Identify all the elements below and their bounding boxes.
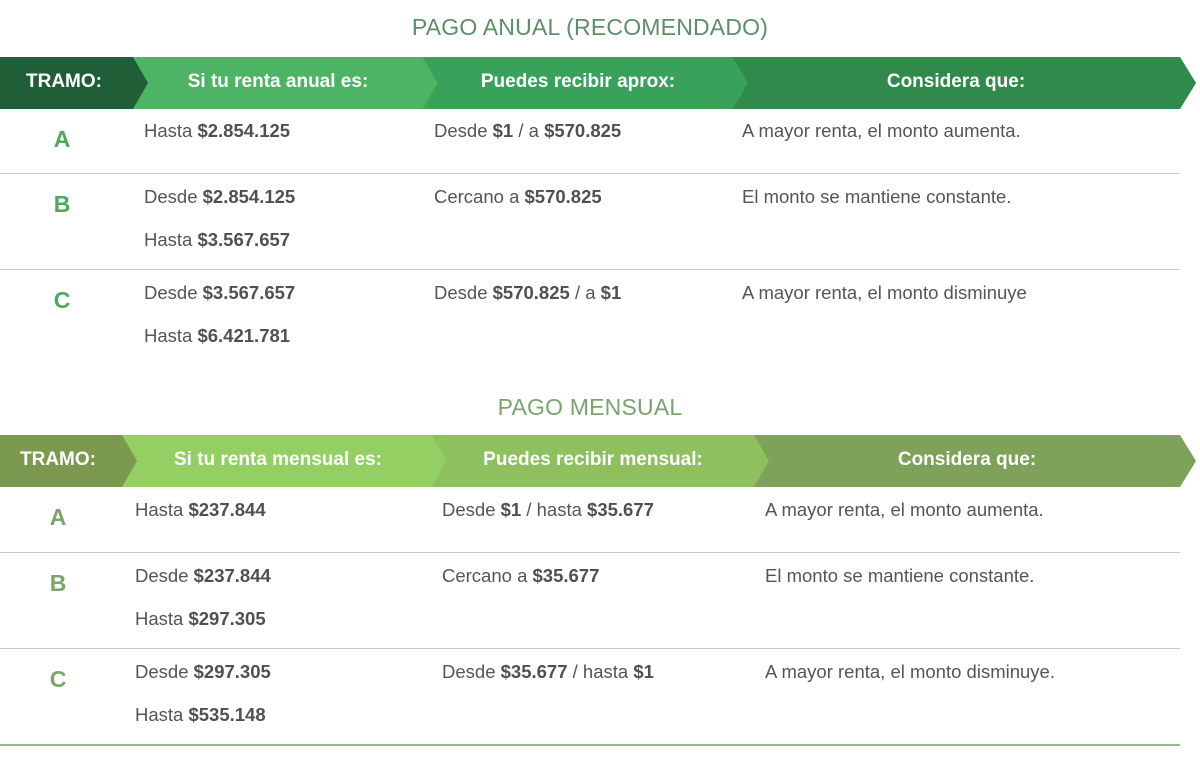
monthly-header-recibir: Puedes recibir mensual: [483,449,703,470]
annual-divider-2 [0,269,1180,270]
annual-recibir-cell: Desde $570.825 / a $1 [434,282,622,303]
monthly-renta-cell: Desde $297.305 Hasta $535.148 [135,661,271,725]
monthly-divider-2 [0,648,1180,649]
annual-header-recibir: Puedes recibir aprox: [480,71,676,92]
annual-renta-cell: Desde $2.854.125 Hasta $3.567.657 [144,186,296,250]
annual-tramo-letter: B [53,191,71,217]
annual-renta-cell: Hasta $2.854.125 [144,120,291,141]
monthly-renta-cell: Desde $237.844 Hasta $297.305 [135,565,271,629]
annual-header-considera: Considera que: [886,71,1026,92]
annual-recibir-cell: Cercano a $570.825 [434,186,602,207]
monthly-header-renta: Si tu renta mensual es: [173,449,382,470]
monthly-title: PAGO MENSUAL [497,394,683,420]
annual-title: PAGO ANUAL (RECOMENDADO) [411,14,769,40]
monthly-tramo-letter: C [49,666,67,692]
monthly-header-bar [0,435,1200,487]
annual-header-renta: Si tu renta anual es: [187,71,369,92]
annual-divider-1 [0,173,1180,174]
monthly-divider-1 [0,552,1180,553]
annual-considera-cell: El monto se mantiene constante. [742,186,1012,207]
monthly-recibir-cell: Cercano a $35.677 [442,565,600,586]
annual-considera-cell: A mayor renta, el monto aumenta. [742,120,1021,141]
monthly-header-considera: Considera que: [897,449,1037,470]
monthly-header-tramo: TRAMO: [20,449,96,470]
monthly-considera-cell: A mayor renta, el monto aumenta. [765,499,1044,520]
annual-tramo-letter: A [53,126,71,152]
annual-header-bar [0,57,1200,109]
monthly-recibir-cell: Desde $1 / hasta $35.677 [442,499,654,520]
annual-recibir-cell: Desde $1 / a $570.825 [434,120,622,141]
monthly-tramo-letter: A [49,504,67,530]
monthly-tramo-letter: B [49,570,67,596]
annual-renta-cell: Desde $3.567.657 Hasta $6.421.781 [144,282,296,346]
annual-considera-cell: A mayor renta, el monto disminuye [742,282,1027,303]
monthly-bottom-rule [0,744,1180,746]
monthly-considera-cell: A mayor renta, el monto disminuye. [765,661,1055,682]
monthly-renta-cell: Hasta $237.844 [135,499,266,520]
annual-header-tramo: TRAMO: [26,71,102,92]
annual-tramo-letter: C [53,287,71,313]
monthly-recibir-cell: Desde $35.677 / hasta $1 [442,661,654,682]
monthly-considera-cell: El monto se mantiene constante. [765,565,1035,586]
